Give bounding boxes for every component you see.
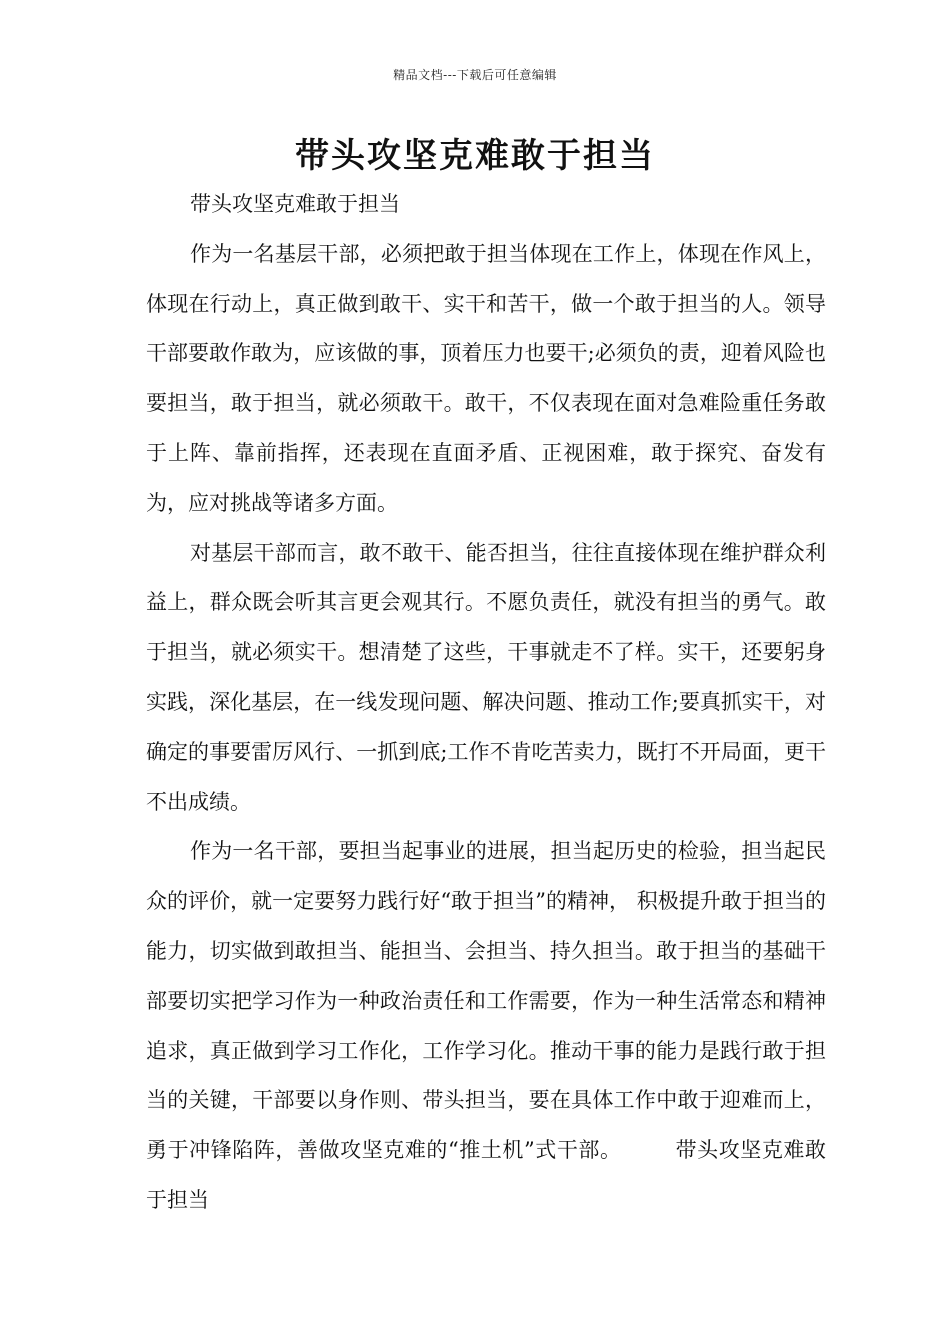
paragraph-2: 对基层干部而言，敢不敢干、能否担当，往往直接体现在维护群众利益上，群众既会听其言更会观其行。不愿负责任，就没有担当的勇气。敢于担当，就必须实干。想清楚了这些，干事就走不了样。实干，还要躬身实践，深化基层，在一线发现问题、解决问题、推动工作;要真抓实干，对确定的事要雷厉风行、一抓到底;工作不肯吃苦卖力，既打不开局面，更干不出成绩。 xyxy=(146,540,826,814)
closing-title: 带头攻坚克难敢于担当 xyxy=(146,1138,826,1212)
paragraph-3-text: 作为一名干部，要担当起事业的进展，担当起历史的检验，担当起民众的评价，就一定要努力践行好“敢于担当”的精神， 积极提升敢于担当的能力，切实做到敢担当、能担当、会担当、持久担当。敢于担当的基础干部要切实把学习作为一种政治责任和工作需要，作为一种生活常态和精神追求，真正做到学习工作化，工作学习化。推动干事的能力是践行敢于担当的关键，干部要以身作则、带头担当，要在具体工作中敢于迎难而上，勇于冲锋陷阵，善做攻坚克难的“推土机”式干部。 xyxy=(146,839,826,1163)
header-note: 精品文档---下载后可任意编辑 xyxy=(393,68,557,82)
document-body xyxy=(146,180,826,1226)
paragraph-3 xyxy=(146,827,826,1225)
document-title: 带头攻坚克难敢于担当 xyxy=(295,136,655,176)
document-subtitle: 带头攻坚克难敢于担当 xyxy=(190,192,400,216)
paragraph-1: 作为一名基层干部，必须把敢于担当体现在工作上，体现在作风上，体现在行动上，真正做到敢干、实干和苦干，做一个敢于担当的人。领导干部要敢作敢为，应该做的事，顶着压力也要干;必须负的责，迎着风险也要担当，敢于担当，就必须敢干。敢干，不仅表现在面对急难险重任务敢于上阵、靠前指挥，还表现在直面矛盾、正视困难，敢于探究、奋发有为，应对挑战等诸多方面。 xyxy=(146,241,826,515)
